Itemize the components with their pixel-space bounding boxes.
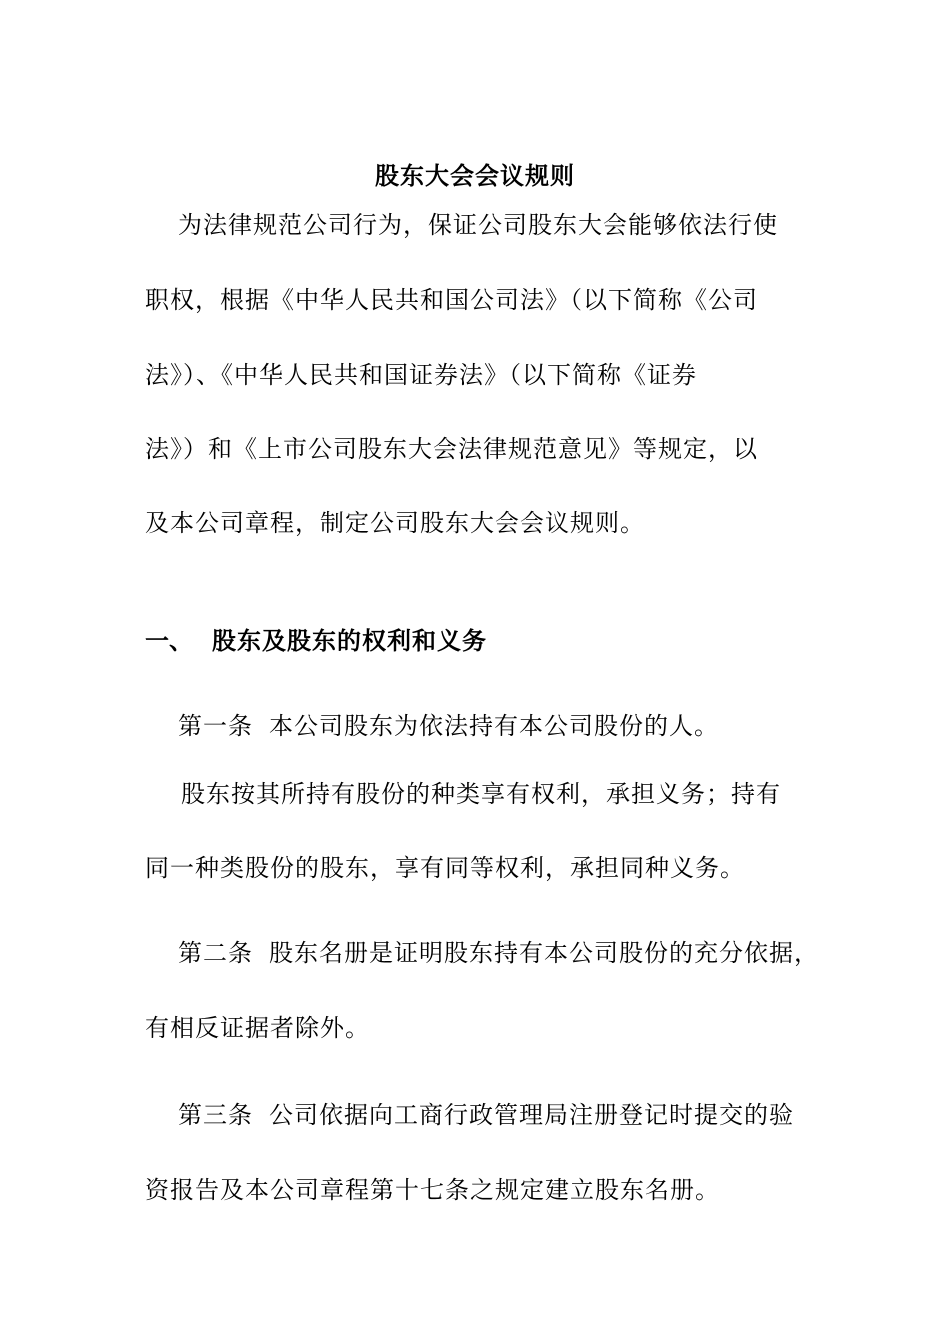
article-1-para2-line-1: 股东按其所持有股份的种类享有权利，承担义务；持有 <box>181 780 781 808</box>
article-2-line-2: 有相反证据者除外。 <box>145 1014 370 1042</box>
article-2-label: 第二条 <box>178 939 253 967</box>
article-3-line-2: 资报告及本公司章程第十七条之规定建立股东名册。 <box>145 1176 720 1204</box>
preamble-line-4: 法》）和《上市公司股东大会法律规范意见》等规定，以 <box>145 435 758 463</box>
article-1-label: 第一条 <box>178 712 253 740</box>
article-1-line <box>178 711 858 741</box>
preamble-line-2: 职权，根据《中华人民共和国公司法》（以下简称《公司 <box>145 286 758 314</box>
article-2-line-1 <box>178 938 858 968</box>
article-3-line-1 <box>178 1100 858 1130</box>
article-2-text: 股东名册是证明股东持有本公司股份的充分依据， <box>269 939 819 967</box>
preamble-line-5: 及本公司章程，制定公司股东大会会议规则。 <box>145 509 645 537</box>
preamble-line-1: 为法律规范公司行为，保证公司股东大会能够依法行使 <box>178 211 778 239</box>
section-heading: 股东及股东的权利和义务 <box>212 626 487 655</box>
article-3-text: 公司依据向工商行政管理局注册登记时提交的验 <box>269 1101 794 1129</box>
article-3-label: 第三条 <box>178 1101 253 1129</box>
article-1-para2-line-2: 同一种类股份的股东，享有同等权利，承担同种义务。 <box>145 854 745 882</box>
section-number: 一、 <box>145 626 193 655</box>
article-1-text: 本公司股东为依法持有本公司股份的人。 <box>269 712 719 740</box>
document-title: 股东大会会议规则 <box>375 161 575 190</box>
preamble-line-3: 法》）、《中华人民共和国证券法》（以下简称《证券 <box>145 361 697 389</box>
